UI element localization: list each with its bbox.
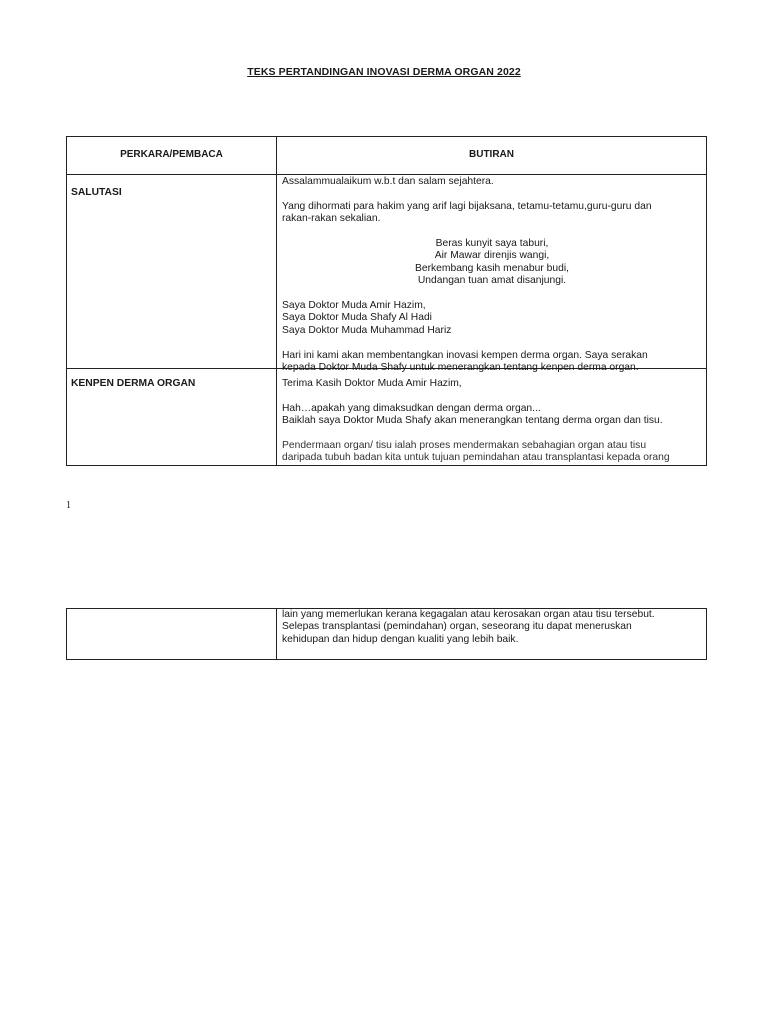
table-header-row <box>67 137 707 175</box>
table-row <box>67 609 707 660</box>
text-line: kepada Doktor Muda Shafy untuk menerangkan tentang kenpen derma organ. <box>282 362 639 374</box>
row-label-kenpen: KENPEN DERMA ORGAN <box>67 369 277 466</box>
document-title: TEKS PERTANDINGAN INOVASI DERMA ORGAN 2022 <box>247 66 521 78</box>
intro-line: Saya Doktor Muda Amir Hazim, <box>282 300 426 312</box>
text-line: rakan-rakan sekalian. <box>282 213 381 225</box>
text-line: Pendermaan organ/ tisu ialah proses mendermakan sebahagian organ atau tisu <box>282 440 647 452</box>
text-line: Baiklah saya Doktor Muda Shafy akan menerangkan tentang derma organ dan tisu. <box>282 415 663 427</box>
text-line: daripada tubuh badan kita untuk tujuan pemindahan atau transplantasi kepada orang <box>282 452 670 464</box>
row-label-empty <box>67 609 277 660</box>
page-number: 1 <box>66 500 71 511</box>
intro-line: Saya Doktor Muda Muhammad Hariz <box>282 324 452 336</box>
row-label-salutasi: SALUTASI <box>67 175 277 369</box>
row-content-salutasi <box>277 175 707 374</box>
text-line: kehidupan dan hidup dengan kualiti yang lebih baik. <box>282 633 519 645</box>
row-content-continued <box>277 609 707 660</box>
text-line: Hah…apakah yang dimaksudkan dengan derma organ... <box>282 402 541 414</box>
text-line: Terima Kasih Doktor Muda Amir Hazim, <box>282 378 462 390</box>
text-line: Selepas transplantasi (pemindahan) organ, seseorang itu dapat meneruskan <box>282 621 632 633</box>
pantun-line: Beras kunyit saya taburi, <box>435 238 549 249</box>
text-line: Assalammualaikum w.b.t dan salam sejahtera. <box>282 176 494 187</box>
script-table-continued <box>66 608 707 660</box>
pantun-line: Undangan tuan amat disanjungi. <box>417 275 567 287</box>
header-butiran: BUTIRAN <box>277 137 707 175</box>
pantun-line: Air Mawar direnjis wangi, <box>434 250 550 262</box>
text-line: lain yang memerlukan kerana kegagalan atau kerosakan organ atau tisu tersebut. <box>282 609 655 620</box>
text-line: Yang dihormati para hakim yang arif lagi bijaksana, tetamu-tetamu,guru-guru dan <box>282 200 652 212</box>
row-content-kenpen <box>277 369 707 466</box>
pantun-line: Berkembang kasih menabur budi, <box>415 262 569 274</box>
table-row <box>67 175 707 369</box>
script-table <box>66 136 707 466</box>
table-row <box>67 369 707 466</box>
header-perkara: PERKARA/PEMBACA <box>67 137 277 175</box>
intro-line: Saya Doktor Muda Shafy Al Hadi <box>282 312 432 324</box>
text-line: Hari ini kami akan membentangkan inovasi kempen derma organ. Saya serakan <box>282 349 648 361</box>
